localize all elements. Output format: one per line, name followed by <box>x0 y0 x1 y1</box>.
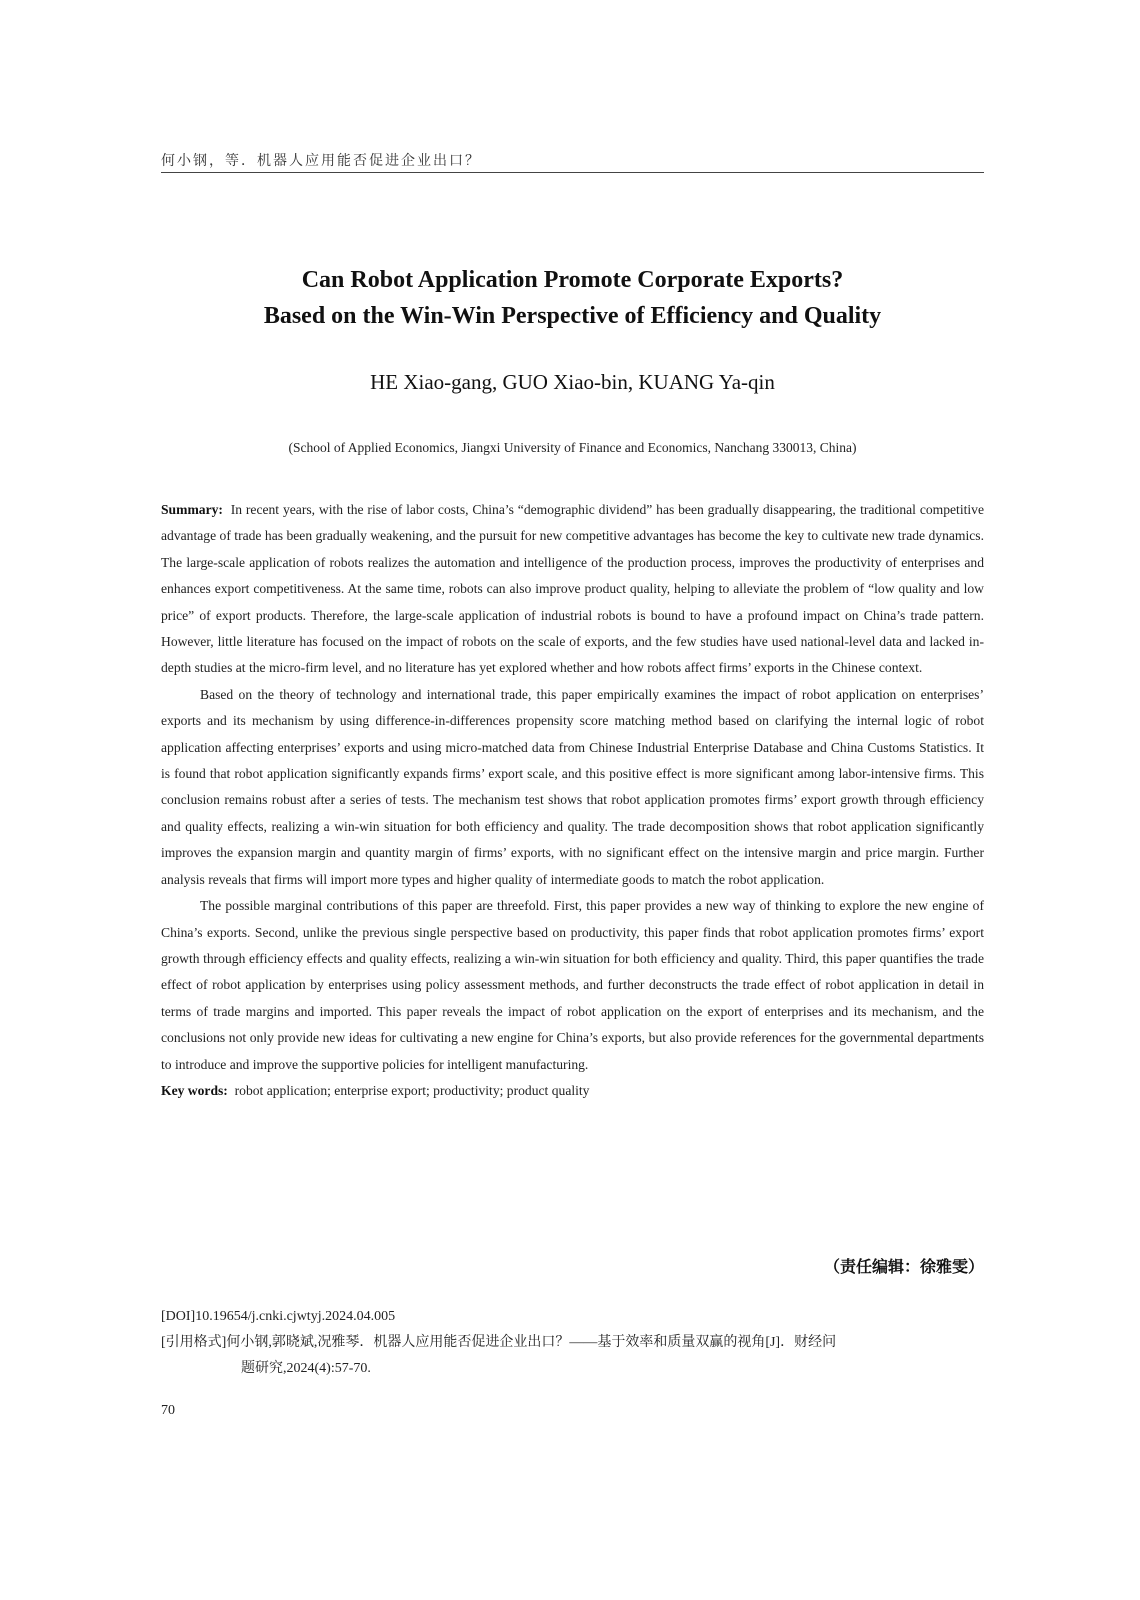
paper-title <box>161 262 984 334</box>
keywords-text: robot application; enterprise export; productivity; product quality <box>234 1082 590 1098</box>
reference-block <box>161 1304 984 1382</box>
responsible-editor: （责任编辑：徐雅雯） <box>823 1257 984 1276</box>
citation-line-2: 题研究,2024(4):57-70. <box>241 1361 371 1376</box>
doi: [DOI]10.19654/j.cnki.cjwtyj.2024.04.005 <box>161 1309 396 1324</box>
author-list: HE Xiao-gang, GUO Xiao-bin, KUANG Ya-qin <box>370 370 775 394</box>
citation-line-1: [引用格式]何小钢,郭晓斌,况雅琴．机器人应用能否促进企业出口？——基于效率和质量双赢的视角[J]．财经问 <box>161 1335 837 1350</box>
abstract-paragraph-1-text: In recent years, with the rise of labor costs, China’s “demographic dividend” has been gradually disappearing, the traditional competitive advantage of trade has been gradually weakening, and the pursuit for new competitive advantages has become the key to cultivate new trade dynamics. The large-scale application of robots realizes the automation and intelligence of the production process, improves the productivity of enterprises and enhances export competitiveness. At the same time, robots can also improve product quality, helping to alleviate the problem of “low quality and low price” of export products. Therefore, the large-scale application of industrial robots is bound to have a profound impact on China’s trade pattern. However, little literature has focused on the impact of robots on the scale of exports, and the few studies have used national-level data and lacked in-depth studies at the micro-firm level, and no literature has yet explored whether and how robots affect firms’ exports in the Chinese context. <box>161 502 984 676</box>
abstract-paragraph-2: Based on the theory of technology and international trade, this paper empirically examines the impact of robot application on enterprises’ exports and its mechanism by using difference-in-differences propensity score matching method based on clarifying the internal logic of robot application affecting enterprises’ exports and using micro-matched data from Chinese Industrial Enterprise Database and China Customs Statistics. It is found that robot application significantly expands firms’ export scale, and this positive effect is more significant among labor-intensive firms. This conclusion remains robust after a series of tests. The mechanism test shows that robot application promotes firms’ export growth through efficiency and quality effects, realizing a win-win situation for both efficiency and quality. The trade decomposition shows that robot application significantly improves the expansion margin and quantity margin of firms’ exports, with no significant effect on the intensive margin and price margin. Further analysis reveals that firms will import more types and higher quality of intermediate goods to match the robot application. <box>161 686 984 887</box>
page-number: 70 <box>161 1403 175 1418</box>
affiliation: (School of Applied Economics, Jiangxi University of Finance and Economics, Nanchang 330013, China) <box>288 440 857 455</box>
title-line-1: Can Robot Application Promote Corporate Exports? <box>301 267 844 293</box>
abstract-paragraph-3: The possible marginal contributions of this paper are threefold. First, this paper provides a new way of thinking to explore the new engine of China’s exports. Second, unlike the previous single perspective based on productivity, this paper finds that robot application promotes firms’ export growth through efficiency effects and quality effects, realizing a win-win situation for both efficiency and quality. Third, this paper quantifies the trade effect of robot application by enterprises using policy assessment methods, and further deconstructs the trade effect of robot application in detail in terms of trade margins and imported. This paper reveals the impact of robot application on the export of enterprises and its mechanism, and the conclusions not only provide new ideas for cultivating a new engine for China’s exports, but also provide references for the governmental departments to introduce and improve the supportive policies for intelligent manufacturing. <box>161 898 984 1072</box>
title-line-2: Based on the Win-Win Perspective of Efficiency and Quality <box>263 303 882 329</box>
keywords <box>161 1078 984 1104</box>
abstract <box>161 497 984 1104</box>
running-head: 何小钢，等．机器人应用能否促进企业出口？ <box>161 153 481 169</box>
header-rule <box>161 172 984 173</box>
summary-label: Summary: <box>161 502 223 517</box>
abstract-paragraph-1 <box>161 497 984 682</box>
keywords-label: Key words: <box>161 1082 228 1098</box>
